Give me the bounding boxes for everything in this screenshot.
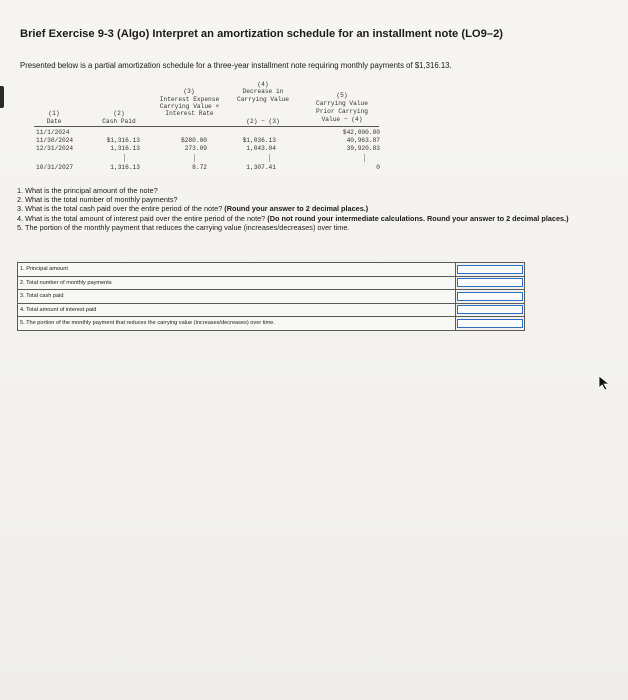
col3-number: (3) [183,88,195,95]
answer-label: 2. Total number of monthly payments [18,276,456,290]
row4-carrying: 0 [376,164,380,171]
col5-line1: Carrying Value [316,100,368,107]
col4-number: (4) [257,81,269,88]
answer-row [18,303,525,317]
question-3 [17,204,612,213]
col5-line3: Value − (4) [321,116,363,123]
col1-name: Date [46,118,62,125]
ellipsis-mark [124,154,125,162]
question-4-text: 4. What is the total amount of interest paid over the entire period of the note? [17,213,266,223]
row2-decrease: $1,036.13 [242,137,276,144]
col4-line3: (2) − (3) [246,118,280,125]
principal-amount-input[interactable] [457,265,523,274]
increases-decreases-input[interactable] [457,319,523,328]
row4-cash: 1,316.13 [110,164,140,171]
row3-interest: 273.09 [184,145,207,152]
answer-label: 4. Total amount of interest paid [18,303,456,317]
row4-interest: 8.72 [192,164,207,171]
col5-number: (5) [336,92,348,99]
question-2: 2. What is the total number of monthly payments? [17,195,178,205]
answer-row [18,290,525,304]
row2-cash: $1,316.13 [106,137,140,144]
question-4-note: (Do not round your intermediate calculations. Round your answer to 2 decimal places.) [267,213,569,223]
monthly-payments-input[interactable] [457,278,523,287]
row2-carrying: 40,963.87 [346,137,380,144]
col3-line1: Interest Expense [159,96,220,103]
total-cash-paid-input[interactable] [457,292,523,301]
row1-carrying: $42,000.00 [342,129,380,136]
question-1: 1. What is the principal amount of the note? [17,186,158,195]
answer-row [18,276,525,290]
exercise-title: Brief Exercise 9-3 (Algo) Interpret an amortization schedule for an installment note (LO9–2) [20,28,504,40]
header-rule [34,126,379,127]
row3-carrying: 39,920.83 [346,145,380,152]
col2-name: Cash Paid [102,118,136,125]
answer-row [18,317,525,331]
question-4 [17,214,612,223]
question-3-text: 3. What is the total cash paid over the entire period of the note? [17,204,223,214]
ellipsis-mark [194,154,195,162]
answer-label: 1. Principal amount [18,263,456,277]
answer-label: 3. Total cash paid [18,290,456,304]
row4-decrease: 1,307.41 [246,164,276,171]
col3-line3: Interest Rate [165,110,214,117]
col1-number: (1) [48,110,60,117]
row4-date: 10/31/2027 [36,164,74,171]
col4-line1: Decrease in [242,88,284,95]
col3-line2: Carrying Value × [159,103,220,110]
ellipsis-mark [364,154,365,162]
ellipsis-mark [269,154,270,162]
row1-date: 11/1/2024 [36,129,70,136]
col4-line2: Carrying Value [237,96,289,103]
left-edge-marker [0,86,4,108]
question-3-note: (Round your answer to 2 decimal places.) [224,204,369,214]
row3-decrease: 1,043.04 [246,145,276,152]
total-interest-input[interactable] [457,305,523,314]
question-list [17,186,612,232]
mouse-pointer-icon [598,375,612,391]
answer-table [17,262,525,331]
col5-line2: Prior Carrying [316,108,368,115]
row2-interest: $280.00 [181,137,207,144]
answer-label: 5. The portion of the monthly payment that reduces the carrying value (increases/decreases) over time. [18,317,456,331]
row2-date: 11/30/2024 [36,137,74,144]
col2-number: (2) [113,110,125,117]
answer-row [18,263,525,277]
intro-text: Presented below is a partial amortization schedule for a three-year installment note requiring monthly payments of $1,316.13. [20,61,452,70]
amortization-schedule [34,81,394,184]
row3-date: 12/31/2024 [36,145,74,152]
row3-cash: 1,316.13 [110,145,140,152]
question-5: 5. The portion of the monthly payment that reduces the carrying value (increases/decreases) over time. [17,222,350,232]
